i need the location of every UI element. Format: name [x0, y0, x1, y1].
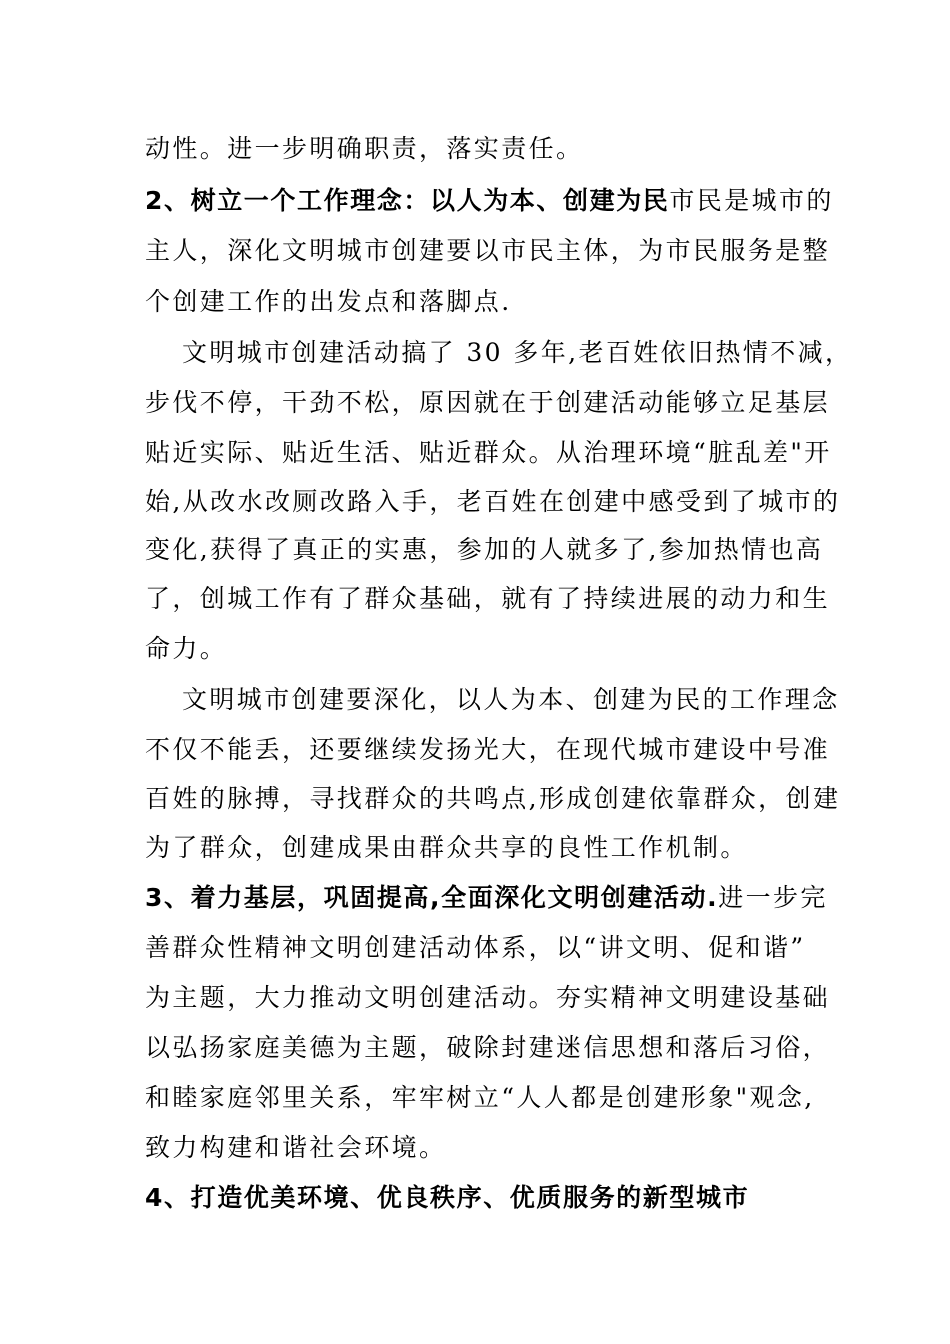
line-text: 始,从改水改厕改路入手，老百姓在创建中感受到了城市的 — [145, 487, 841, 516]
section-heading-2 — [145, 184, 834, 218]
line-text: 动性。进一步明确职责，落实责任。 — [145, 134, 584, 163]
text-line — [145, 582, 830, 616]
text-line — [145, 436, 832, 470]
text-line — [145, 931, 806, 965]
text-line — [145, 1131, 446, 1165]
text-line — [145, 782, 840, 816]
line-text: 文明城市创建活动搞了 30 多年,老百姓依旧热情不减， — [182, 338, 853, 367]
line-text: 贴近实际、贴近生活、贴近群众。从治理环境“脏乱差"开 — [145, 438, 832, 467]
line-text: 百姓的脉搏，寻找群众的共鸣点,形成创建依靠群众，创建 — [145, 784, 841, 813]
line-text: 文明城市创建要深化，以人为本、创建为民的工作理念 — [182, 685, 840, 714]
line-text: 致力构建和谐社会环境。 — [145, 1133, 447, 1162]
line-text: 市民是城市的 — [669, 186, 834, 215]
line-text: 进一步完 — [718, 883, 828, 912]
line-text: 为主题，大力推动文明创建活动。夯实精神文明建设基础 — [145, 983, 831, 1012]
text-line — [145, 132, 583, 166]
line-text: 了，创城工作有了群众基础，就有了持续进展的动力和生 — [145, 584, 831, 613]
paragraph-start — [182, 336, 852, 370]
text-line — [145, 285, 512, 319]
text-line — [145, 533, 823, 567]
text-line — [145, 1081, 815, 1115]
text-line — [145, 485, 840, 519]
line-text: 为了群众，创建成果由群众共享的良性工作机制。 — [145, 833, 748, 862]
heading-text: 3、着力基层，巩固提高,全面深化文明创建活动. — [145, 883, 719, 912]
line-text: 变化,获得了真正的实惠，参加的人就多了,参加热情也高 — [145, 535, 824, 564]
line-text: 善群众性精神文明创建活动体系，以“讲文明、促和谐” — [145, 933, 806, 962]
text-line — [145, 386, 830, 420]
line-text: 和睦家庭邻里关系，牢牢树立“人人都是创建形象"观念, — [145, 1083, 815, 1112]
line-text: 主人，深化文明城市创建要以市民主体，为市民服务是整 — [145, 236, 831, 265]
heading-text: 4、打造优美环境、优良秩序、优质服务的新型城市 — [145, 1183, 750, 1212]
paragraph-start — [182, 683, 840, 717]
text-line — [145, 234, 830, 268]
line-text: 步伐不停，干劲不松，原因就在于创建活动能够立足基层 — [145, 388, 831, 417]
line-text: 个创建工作的出发点和落脚点. — [145, 287, 512, 316]
text-line — [145, 733, 830, 767]
line-text: 以弘扬家庭美德为主题，破除封建迷信思想和落后习俗， — [145, 1033, 831, 1062]
text-line — [145, 831, 748, 865]
text-line — [145, 981, 830, 1015]
text-line — [145, 1031, 830, 1065]
section-heading-3 — [145, 881, 828, 915]
section-heading-4 — [145, 1181, 749, 1215]
line-text: 命力。 — [145, 634, 228, 663]
line-text: 不仅不能丢，还要继续发扬光大，在现代城市建设中号准 — [145, 735, 831, 764]
heading-text: 2、树立一个工作理念：以人为本、创建为民 — [145, 186, 670, 215]
text-line — [145, 632, 227, 666]
